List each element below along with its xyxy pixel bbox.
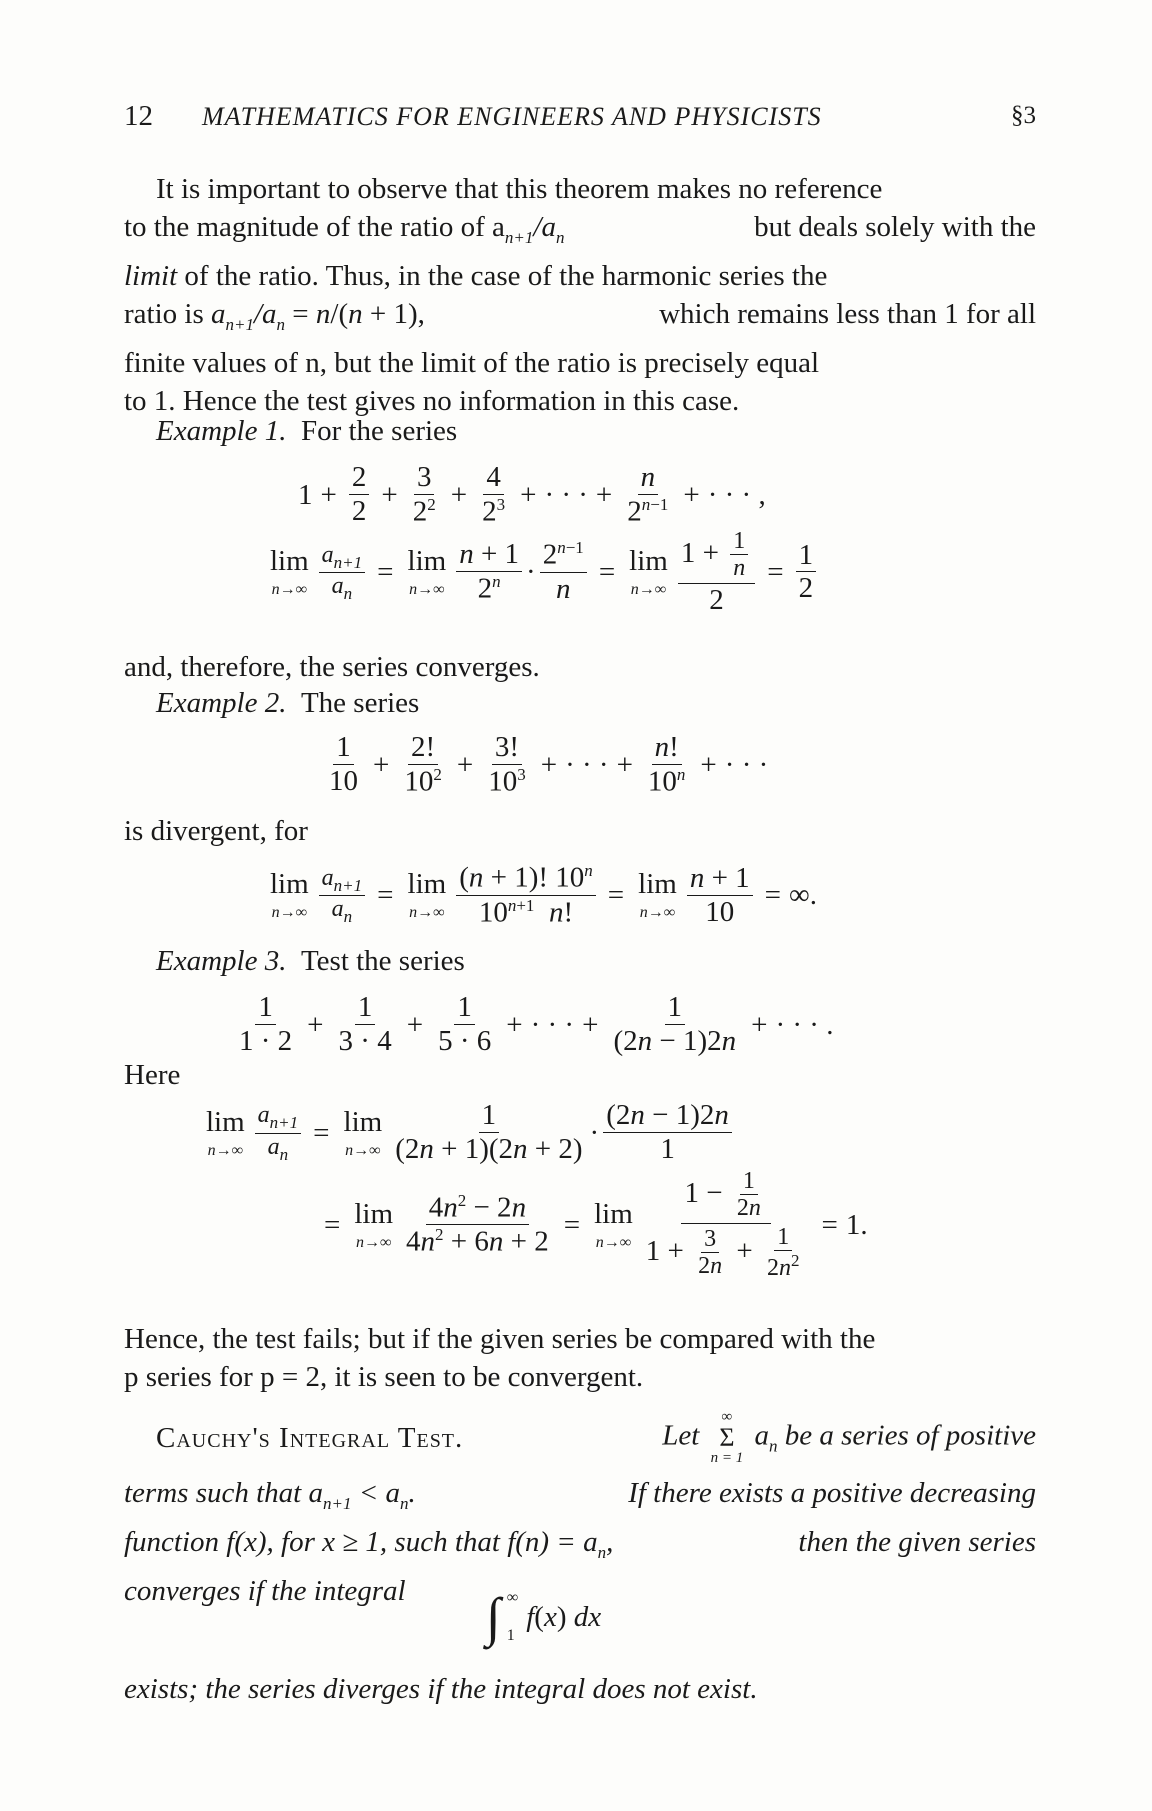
equation-series-3: $\frac{1}{1 \cdot 2}$ + $\frac{1}{3 \cdot 4}$ + $\frac{1}{5 \cdot 6}$ + · · · + $\frac{1}{(2n - 1)2n}$ + · · · . (239, 991, 834, 1057)
page-number: 12 (124, 100, 153, 132)
theorem-conclusion: exists; the series diverges if the integral does not exist. (124, 1673, 758, 1705)
example-3-intro: Example 3. Test the series (156, 945, 465, 977)
theorem-cauchy-integral-test (124, 1410, 1036, 1610)
section-number: §3 (1011, 102, 1036, 129)
text-line: p series for p = 2, it is seen to be convergent. (124, 1361, 644, 1393)
text-line: ratio is $a_{n+1}/a_n = n/(n + 1)$, which remains less than 1 for all (124, 297, 1036, 334)
running-title: MATHEMATICS FOR ENGINEERS AND PHYSICISTS (202, 102, 822, 131)
equation-series-2: $\frac{1}{10}$ + $\frac{2!}{10^2}$ + $\frac{3!}{10^3}$ + · · · + $\frac{n!}{10^n}$ + · · · (329, 731, 769, 798)
text-line: converges if the integral (124, 1574, 406, 1607)
equation-series-1: 1 + $\frac{2}{2}$ + $\frac{3}{2^2}$ + $\frac{4}{2^3}$ + · · · + $\frac{n}{2^{n-1}}$ + · · · , (298, 461, 766, 528)
text-line: terms such that $a_{n+1} < a_n$. If there exists a positive decreasing (124, 1477, 1036, 1513)
example-2-conclusion: is divergent, for (124, 815, 308, 847)
paragraph-test-fails (124, 1320, 1036, 1396)
example-1-conclusion: and, therefore, the series converges. (124, 651, 540, 683)
text-line: function f(x), for x ≥ 1, such that $f(n) = a_n$, then the given series (124, 1525, 1036, 1562)
paragraph-ratio-note (124, 170, 1036, 420)
text-line: to 1. Hence the test gives no information in this case. (124, 384, 740, 417)
text-line: limit of the ratio. Thus, in the case of the harmonic series the (124, 259, 828, 292)
example-2-intro: Example 2. The series (156, 687, 420, 719)
page-header (124, 100, 1036, 140)
text-line: Cauchy's Integral Test. Let ∞ Σ n = 1 $a_n$ be a series of positive (156, 1409, 1036, 1466)
equation-limit-3a: lim n→∞ $\frac{a_{n+1}}{a_n}$ = lim n→∞ $\frac{1}{(2n + 1)(2n + 2)}$ · $\frac{(2n - 1)2n}{1}$ (200, 1100, 736, 1166)
text-line: finite values of n, but the limit of the ratio is precisely equal (124, 346, 820, 379)
equation-integral: ∫ ∞ 1 f ( x ) dx (486, 1587, 602, 1647)
text-line: It is important to observe that this theorem makes no reference (156, 173, 883, 205)
equation-limit-3b: = lim n→∞ $\frac{4n^2 - 2n}{4n^2 + 6n + 2}$ = lim n→∞ 1 − $\frac{1}{2n}$ 1 + $\frac{3}{2n}$ + $\frac{1}{2n^2}$ = 1. (324, 1168, 868, 1282)
text-line: to the magnitude of the ratio of $a_{n+1}/a_n$ but deals solely with the (124, 211, 1036, 247)
example-1-intro: Example 1. For the series (156, 415, 458, 447)
theorem-heading: Cauchy's Integral Test. (156, 1422, 464, 1454)
here-label: Here (124, 1059, 181, 1091)
equation-limit-2: lim n→∞ $\frac{a_{n+1}}{a_n}$ = lim n→∞ $\frac{(n + 1)! 10^n}{10^{n+1} n!}$ = lim n→∞ $\frac{n + 1}{10}$ = ∞. (270, 861, 817, 929)
equation-limit-1: lim n→∞ $\frac{a_{n+1}}{a_n}$ = lim n→∞ $\frac{n + 1}{2^n}$ · $\frac{2^{n-1}}{n}$ = lim n→∞ 1 + $\frac{1}{n}$ 2 = $\frac{1}{2}$ (264, 528, 820, 617)
text-line: Hence, the test fails; but if the given series be compared with the (124, 1323, 876, 1355)
